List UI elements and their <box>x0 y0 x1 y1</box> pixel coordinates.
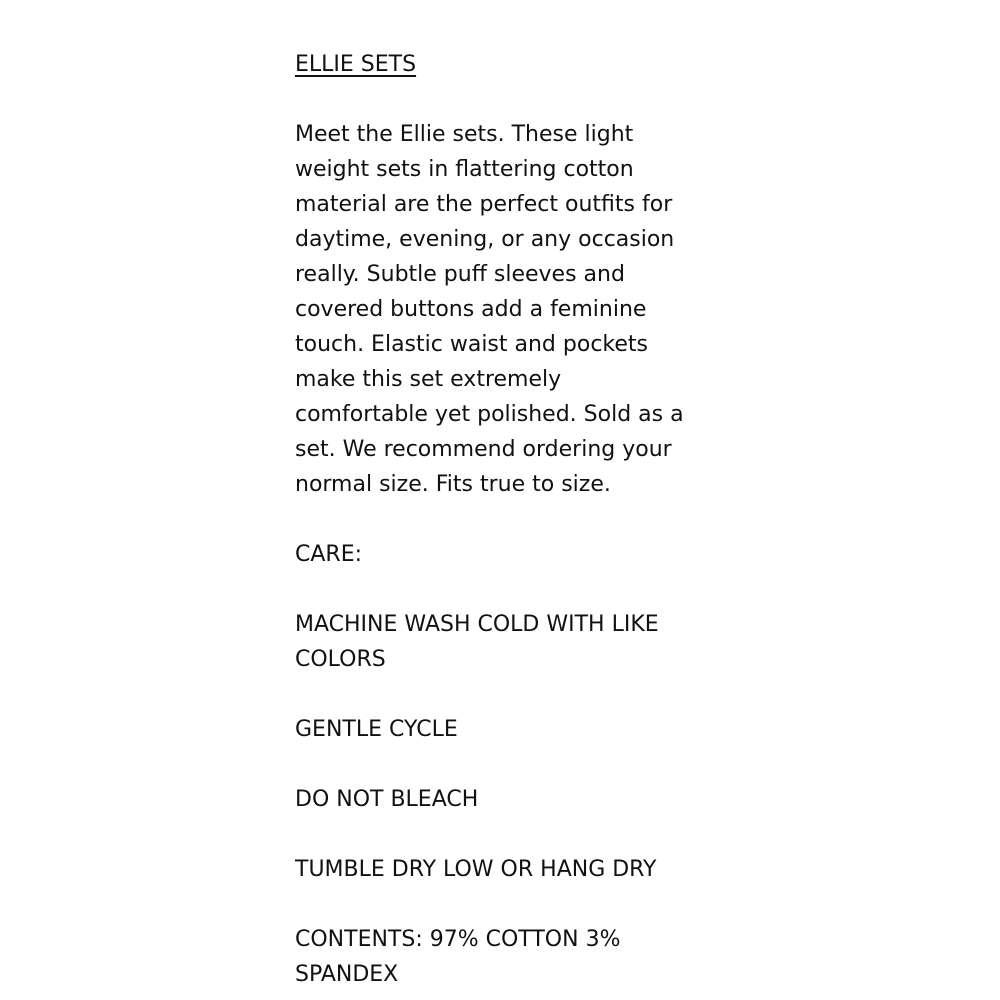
care-instruction-wash: MACHINE WASH COLD WITH LIKE COLORS <box>295 612 659 672</box>
product-description: Meet the Ellie sets. These light weight sets in flattering cotton material are the perfect outfits for daytime, evening, or any occasion really. Subtle puff sleeves and covered buttons add a feminine touch. Elastic waist and pockets make this set extremely comfortable yet polished. Sold as a set. We recommend ordering your normal size. Fits true to size. <box>295 122 684 497</box>
care-instruction-dry: TUMBLE DRY LOW OR HANG DRY <box>295 857 657 882</box>
care-instruction-bleach: DO NOT BLEACH <box>295 787 479 812</box>
product-title-link[interactable]: ELLIE SETS <box>295 52 417 77</box>
product-details <box>295 47 715 992</box>
fabric-contents: CONTENTS: 97% COTTON 3% SPANDEX <box>295 927 621 987</box>
care-heading: CARE: <box>295 542 363 567</box>
care-instruction-cycle: GENTLE CYCLE <box>295 717 458 742</box>
